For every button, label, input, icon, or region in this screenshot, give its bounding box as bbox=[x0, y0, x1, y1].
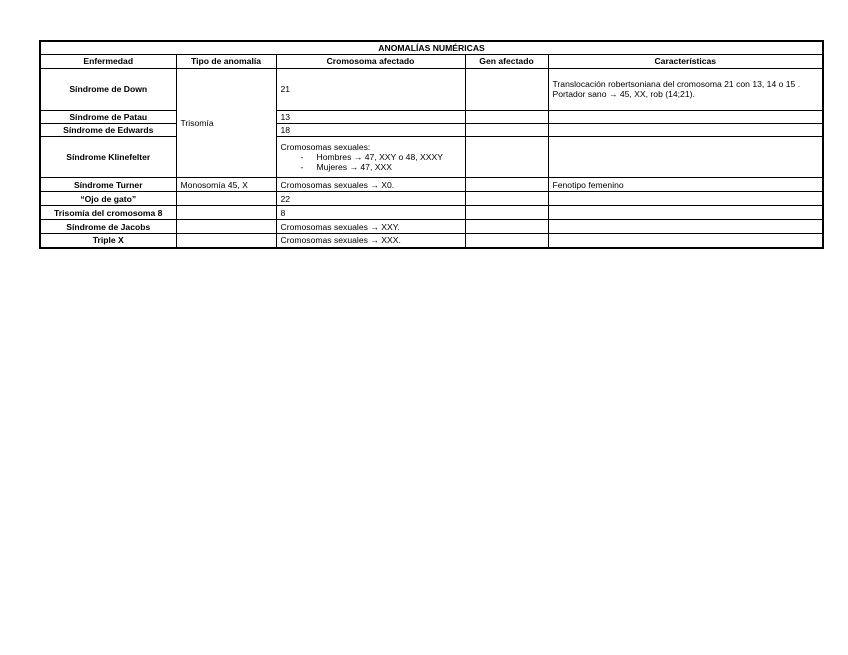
table-row bbox=[40, 192, 823, 206]
table-row bbox=[40, 123, 823, 136]
characteristics-cell: Fenotipo femenino bbox=[548, 178, 823, 192]
table-row bbox=[40, 137, 823, 178]
header-anomaly-type: Tipo de anomalía bbox=[176, 55, 276, 68]
disease-cell: Síndrome de Edwards bbox=[40, 123, 176, 136]
list-item: - Hombres → 47, XXY o 48, XXXY bbox=[301, 152, 461, 162]
anomaly-type-cell bbox=[176, 206, 276, 220]
disease-cell: Triple X bbox=[40, 234, 176, 248]
chromosome-cell: Cromosomas sexuales → XXX. bbox=[276, 234, 465, 248]
table-row bbox=[40, 234, 823, 248]
gene-cell bbox=[465, 234, 548, 248]
disease-cell: Síndrome de Patau bbox=[40, 110, 176, 123]
chromosome-cell: Cromosomas sexuales → X0. bbox=[276, 178, 465, 192]
gene-cell bbox=[465, 110, 548, 123]
gene-cell bbox=[465, 206, 548, 220]
chromosome-cell: 22 bbox=[276, 192, 465, 206]
disease-cell: Síndrome de Jacobs bbox=[40, 220, 176, 234]
characteristics-cell bbox=[548, 137, 823, 178]
chromosome-cell: 18 bbox=[276, 123, 465, 136]
chromosome-title: Cromosomas sexuales: bbox=[280, 141, 371, 152]
characteristics-cell bbox=[548, 192, 823, 206]
numerical-anomalies-table bbox=[39, 40, 824, 249]
anomaly-type-cell: Monosomía 45, X bbox=[176, 178, 276, 192]
characteristics-cell bbox=[548, 68, 823, 110]
gene-cell bbox=[465, 220, 548, 234]
disease-cell: Síndrome Klinefelter bbox=[40, 137, 176, 178]
header-row bbox=[40, 55, 823, 68]
characteristics-cell bbox=[548, 220, 823, 234]
header-affected-chromosome: Cromosoma afectado bbox=[276, 55, 465, 68]
anomaly-type-trisomia: Trisomía bbox=[176, 68, 276, 178]
anomaly-type-cell bbox=[176, 192, 276, 206]
chromosome-cell bbox=[276, 137, 465, 178]
characteristics-cell bbox=[548, 110, 823, 123]
header-characteristics: Características bbox=[548, 55, 823, 68]
characteristics-cell bbox=[548, 123, 823, 136]
table-row bbox=[40, 206, 823, 220]
table-row bbox=[40, 68, 823, 110]
characteristics-cell bbox=[548, 234, 823, 248]
table-title: ANOMALÍAS NUMÉRICAS bbox=[40, 41, 823, 55]
disease-cell: Síndrome de Down bbox=[40, 68, 176, 110]
chromosome-cell: Cromosomas sexuales → XXY. bbox=[276, 220, 465, 234]
chromosome-cell: 21 bbox=[276, 68, 465, 110]
gene-cell bbox=[465, 68, 548, 110]
disease-cell: “Ojo de gato” bbox=[40, 192, 176, 206]
disease-cell: Síndrome Turner bbox=[40, 178, 176, 192]
gene-cell bbox=[465, 137, 548, 178]
table-row bbox=[40, 220, 823, 234]
header-affected-gene: Gen afectado bbox=[465, 55, 548, 68]
gene-cell bbox=[465, 192, 548, 206]
table-row bbox=[40, 178, 823, 192]
disease-cell: Trisomía del cromosoma 8 bbox=[40, 206, 176, 220]
table-row bbox=[40, 110, 823, 123]
anomaly-type-cell bbox=[176, 220, 276, 234]
characteristics-line: Translocación robertsoniana del cromosoma 21 con 13, 14 o 15 . bbox=[552, 78, 801, 89]
characteristics-cell bbox=[548, 206, 823, 220]
chromosome-cell: 13 bbox=[276, 110, 465, 123]
anomaly-type-cell bbox=[176, 234, 276, 248]
characteristics-line: Portador sano → 45, XX, rob (14;21). bbox=[552, 89, 695, 100]
chromosome-list bbox=[281, 152, 461, 173]
header-disease: Enfermedad bbox=[40, 55, 176, 68]
gene-cell bbox=[465, 123, 548, 136]
list-item: - Mujeres → 47, XXX bbox=[301, 162, 461, 172]
gene-cell bbox=[465, 178, 548, 192]
chromosome-cell: 8 bbox=[276, 206, 465, 220]
